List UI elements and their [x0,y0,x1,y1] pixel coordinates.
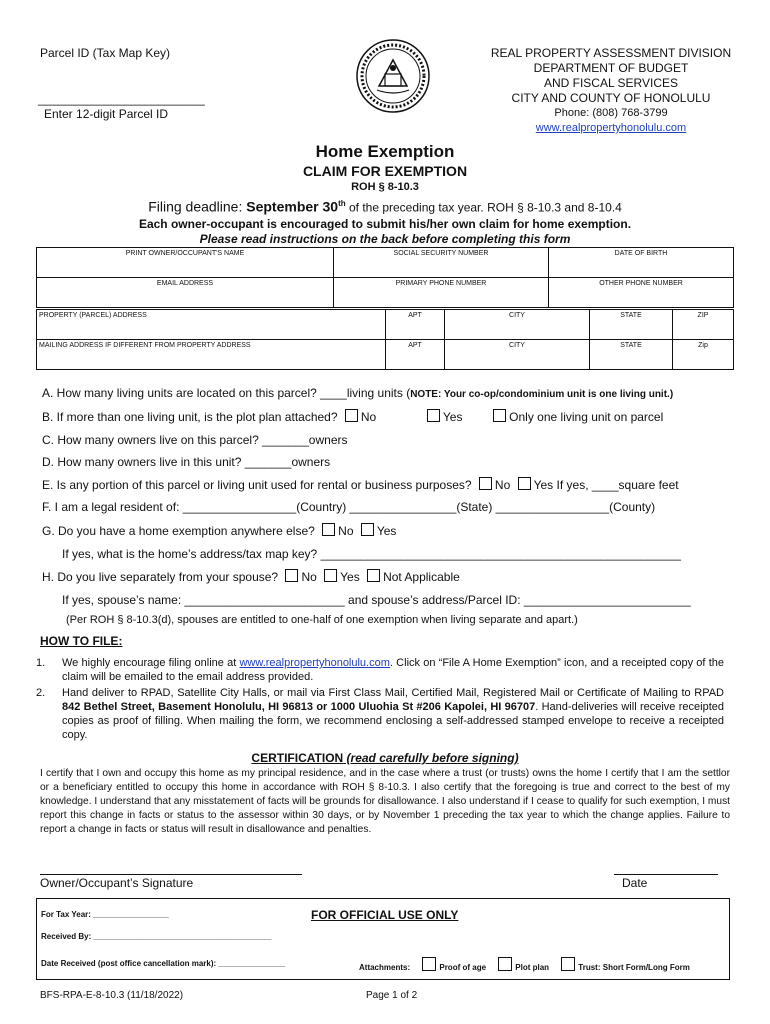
b-only-label: Only one living unit on parcel [509,410,664,424]
trust-label: Trust: Short Form/Long Form [578,963,690,972]
g-yes-checkbox[interactable] [361,523,374,536]
phone-number: Phone: (808) 768-3799 [554,107,668,119]
official-use-box [36,898,730,980]
g-yes-label: Yes [376,524,397,538]
deadline-sup: th [338,199,346,208]
b-yes-checkbox[interactable] [427,409,440,422]
question-d: D. How many owners live in this unit? _______owners [42,455,331,469]
question-c: C. How many owners live on this parcel? _______owners [42,433,348,447]
question-g [42,523,396,538]
e-yes-checkbox[interactable] [518,477,531,490]
question-b-text: B. If more than one living unit, is the plot plan attached? [42,410,338,424]
g-no-checkbox[interactable] [322,523,335,536]
website-link[interactable]: www.realpropertyhonolulu.com [535,122,687,134]
parcel-id-hint: Enter 12-digit Parcel ID [44,107,169,121]
official-use-heading: FOR OFFICIAL USE ONLY [311,908,459,922]
plot-plan-checkbox[interactable] [498,957,512,971]
signature-line[interactable] [40,874,302,875]
question-h-followup: If yes, spouse’s name: ________________________ and spouse’s address/Parcel ID: _________________________ [62,593,691,607]
form-title: Home Exemption [315,142,455,161]
h-no-label: No [301,570,317,584]
question-a-note: NOTE: Your co-op/condominium unit is one living unit.) [410,389,674,400]
instructions-note: Please read instructions on the back before completing this form [199,231,571,246]
form-subtitle: CLAIM FOR EXEMPTION [302,163,468,179]
b-yes-label: Yes [442,410,463,424]
question-g-followup: If yes, what is the home’s address/tax map key? ______________________________________________________ [62,547,681,561]
question-a [42,386,673,400]
h-no-checkbox[interactable] [285,569,298,582]
parcel-id-line[interactable]: _________________________ [38,92,205,106]
item-2-text-b: . Hand-deliveries will receive receipted copies as proof of filling. When mailing the form, we recommend enclosing a self-addressed stamped envelope to receive a receipted copy. [62,701,724,741]
city-seal [355,38,431,114]
e-no-checkbox[interactable] [479,477,492,490]
date-label: Date [622,876,648,890]
apt-field[interactable]: APT [386,310,445,340]
city-field[interactable]: CITY [445,310,590,340]
form-id: BFS-RPA-E-8-10.3 (11/18/2022) [40,990,184,1001]
encourage-note: Each owner-occupant is encouraged to submit his/her own claim for home exemption. [138,216,632,231]
page-number: Page 1 of 2 [366,990,418,1001]
plot-plan-label: Plot plan [515,963,550,972]
property-address-field[interactable]: PROPERTY (PARCEL) ADDRESS [37,310,386,340]
primary-phone-field[interactable]: PRIMARY PHONE NUMBER [334,278,549,308]
e-square-feet: If yes, ____square feet [556,478,679,492]
item-2-text-a: Hand deliver to RPAD, Satellite City Halls, or mail via First Class Mail, Certified Mail, Registered Mail or Certificate of Mailing to RPAD [62,687,724,699]
certification-body: I certify that I own and occupy this home as my principal residence, and in the case where a trust (or trusts) owns the home I certify that I am the settlor or a beneficiary entitled to occupy this home in accordance with ROH § 8-10.3. I also certify that the foregoing is true and correct to the best of my knowledge. I understand that any misstatement of facts will be grounds for disallowance. I also understand if I cease to qualify for such exemption, I must report this change in facts or status to the assessor within 30 days, or by November 1 preceding the tax year to which the change applies. Failure to report a change in facts or status will result in disallowance and penalties. [40,768,730,835]
certification-heading [0,751,770,765]
b-no-label: No [360,410,377,424]
other-phone-field[interactable]: OTHER PHONE NUMBER [549,278,734,308]
address-table [36,309,734,370]
date-received-field[interactable]: Date Received (post office cancellation mark): _______________ [41,959,286,968]
item-1-number: 1. [36,657,46,669]
deadline-date: September 30 [246,198,339,215]
attachments-label: Attachments: [359,963,411,972]
b-no-checkbox[interactable] [345,409,358,422]
item-2-address: 842 Bethel Street, Basement Honolulu, HI 96813 or 1000 Uluohia St #206 Kapolei, HI 96707 [62,701,536,713]
roh-reference: ROH § 8-10.3 [351,181,419,193]
item-1-text-b: . Click on “File A Home Exemption” icon, and a receipted copy of the claim will be emailed to the email address provided. [62,657,724,683]
mailing-state-field[interactable]: STATE [590,340,673,370]
proof-of-age-label: Proof of age [439,963,487,972]
received-by-field[interactable]: Received By: ________________________________________ [41,932,272,941]
mailing-address-field[interactable]: MAILING ADDRESS IF DIFFERENT FROM PROPERTY ADDRESS [37,340,386,370]
mailing-apt-field[interactable]: APT [386,340,445,370]
trust-checkbox[interactable] [561,957,575,971]
zip-field[interactable]: ZIP [673,310,734,340]
filing-deadline [0,195,770,217]
division-name: REAL PROPERTY ASSESSMENT DIVISION [490,46,732,60]
email-field[interactable]: EMAIL ADDRESS [37,278,334,308]
dob-field[interactable]: DATE OF BIRTH [549,248,734,278]
question-g-text: G. Do you have a home exemption anywhere else? [42,524,315,538]
deadline-suffix: of the preceding tax year. ROH § 8-10.3 and 8-10.4 [345,200,622,215]
signature-label: Owner/Occupant’s Signature [40,876,194,890]
tax-year-field[interactable]: For Tax Year: _________________ [41,910,169,919]
state-field[interactable]: STATE [590,310,673,340]
mailing-city-field[interactable]: CITY [445,340,590,370]
question-h-text: H. Do you live separately from your spouse? [42,570,279,584]
b-only-checkbox[interactable] [493,409,506,422]
department-line-1: DEPARTMENT OF BUDGET [533,61,689,75]
how-to-file-item-2 [36,686,724,742]
h-na-checkbox[interactable] [367,569,380,582]
how-to-file-item-1 [36,656,724,684]
date-line[interactable] [614,874,718,875]
deadline-prefix: Filing deadline: [148,198,247,215]
question-b [42,409,663,424]
city-county: CITY AND COUNTY OF HONOLULU [511,91,711,105]
attachments-group [359,957,690,972]
certification-title: CERTIFICATION [251,751,344,765]
item-1-website-link[interactable]: www.realpropertyhonolulu.com [239,657,390,669]
h-na-label: Not Applicable [383,570,460,584]
item-2-number: 2. [36,687,46,699]
parcel-id-label: Parcel ID (Tax Map Key) [40,46,171,60]
ssn-field[interactable]: SOCIAL SECURITY NUMBER [334,248,549,278]
item-1-text-a: We highly encourage filing online at [62,657,240,669]
question-e [42,477,679,492]
proof-of-age-checkbox[interactable] [422,957,436,971]
question-e-text: E. Is any portion of this parcel or living unit used for rental or business purposes? [42,478,472,492]
question-h [42,569,460,584]
mailing-zip-field[interactable]: Zip [673,340,734,370]
question-h-note: (Per ROH § 8-10.3(d), spouses are entitled to one-half of one exemption when living separate and apart.) [66,614,578,626]
owner-name-field[interactable]: PRINT OWNER/OCCUPANT'S NAME [37,248,334,278]
g-no-label: No [338,524,354,538]
owner-info-table [36,247,734,308]
certification-subtitle: (read carefully before signing) [343,751,519,765]
e-no-label: No [494,478,511,492]
h-yes-label: Yes [340,570,360,584]
how-to-file-heading: HOW TO FILE: [40,634,123,648]
question-a-text: A. How many living units are located on this parcel? ____living units ( [42,386,411,400]
department-line-2: AND FISCAL SERVICES [543,76,679,90]
e-yes-label: Yes [533,478,554,492]
question-f: F. I am a legal resident of: _________________(Country) ________________(State) _________________(County) [42,500,656,514]
h-yes-checkbox[interactable] [324,569,337,582]
